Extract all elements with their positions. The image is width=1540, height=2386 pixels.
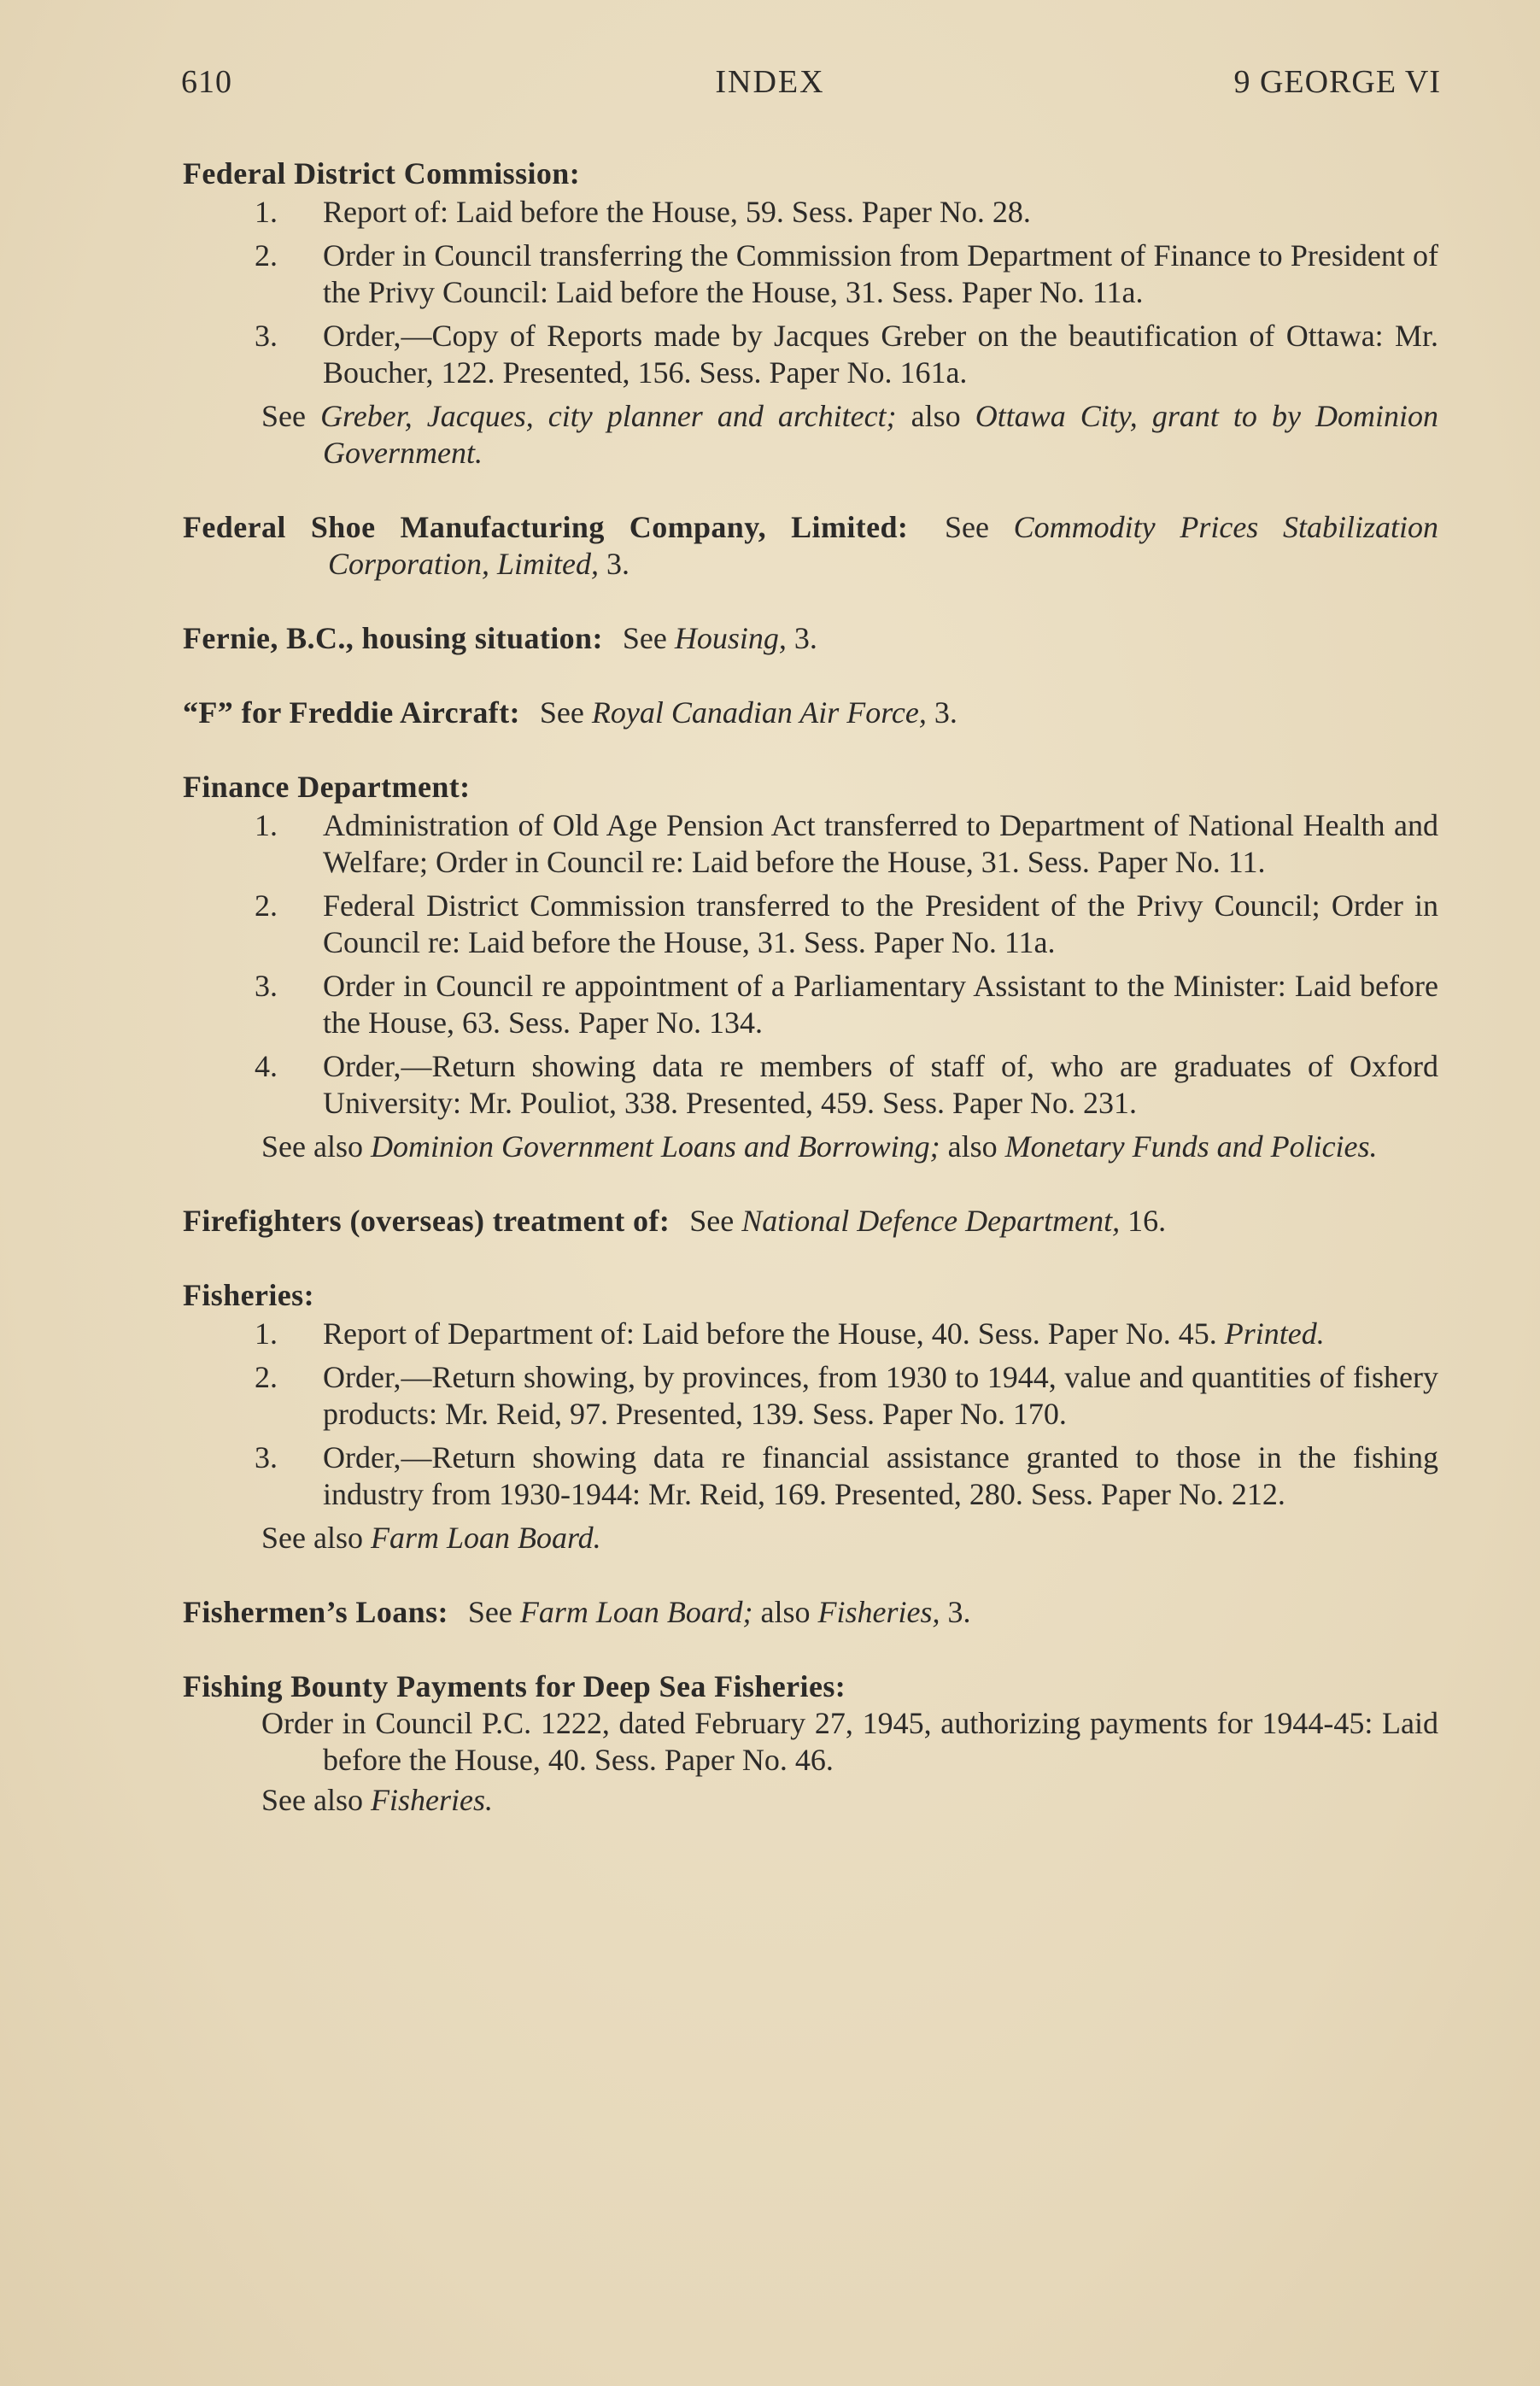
index-entry: Firefighters (overseas) treatment of: See National Defence Department, 16. (183, 1204, 1167, 1238)
entry-term: Federal Shoe Manufacturing Company, Limited: (183, 510, 909, 544)
index-entry: Fishermen’s Loans: See Farm Loan Board; also Fisheries, 3. (183, 1595, 971, 1629)
list-item: 1. Administration of Old Age Pension Act transferred to Department of National Health and Welfare; Order in Council re: Laid before the House, 31. Sess. Paper No. 11. (255, 808, 1438, 879)
entry-term: Finance Department: (183, 770, 471, 804)
page-number: 610 (181, 64, 232, 100)
index-entry (183, 155, 1438, 472)
index-entry: Fernie, B.C., housing situation: See Housing, 3. (183, 621, 817, 655)
cross-reference: See also Fisheries. (261, 1783, 493, 1817)
list-item: 1. Report of Department of: Laid before the House, 40. Sess. Paper No. 45. Printed. (255, 1316, 1325, 1351)
entry-note: Order in Council P.C. 1222, dated February 27, 1945, authorizing payments for 1944-45: Laid before the House, 40. Sess. Paper No. 46. (261, 1706, 1438, 1777)
entry-term: Fisheries: (183, 1278, 314, 1312)
entry-term: Fernie, B.C., housing situation: (183, 621, 603, 655)
entry-term: Federal District Commission: (183, 156, 581, 191)
list-item: 2. Order in Council transferring the Commission from Department of Finance to President of the Privy Council: Laid before the House, 31. Sess. Paper No. 11a. (255, 238, 1438, 309)
cross-reference: See also Dominion Government Loans and Borrowing; also Monetary Funds and Policies. (261, 1129, 1378, 1164)
list-item: 3. Order,—Return showing data re financial assistance granted to those in the fishing industry from 1930-1944: Mr. Reid, 169. Presented, 280. Sess. Paper No. 212. (255, 1440, 1438, 1511)
entry-term: Fishing Bounty Payments for Deep Sea Fisheries: (183, 1669, 846, 1703)
index-content (183, 155, 1438, 1856)
cross-reference: See Greber, Jacques, city planner and architect; also Ottawa City, grant to by Dominion Government. (261, 399, 1439, 470)
entry-term: Fishermen’s Loans: (183, 1595, 448, 1629)
entry-term: Firefighters (overseas) treatment of: (183, 1204, 670, 1238)
cross-reference: See also Farm Loan Board. (261, 1521, 601, 1555)
index-entry (183, 1277, 1438, 1556)
list-item: 3. Order in Council re appointment of a Parliamentary Assistant to the Minister: Laid before the House, 63. Sess. Paper No. 134. (255, 969, 1438, 1040)
list-item: 4. Order,—Return showing data re members of staff of, who are graduates of Oxford University: Mr. Pouliot, 338. Presented, 459. Sess. Paper No. 231. (255, 1049, 1438, 1120)
entry-term: “F” for Freddie Aircraft: (183, 695, 520, 730)
index-entry: Federal Shoe Manufacturing Company, Limited: See Commodity Prices Stabilization Corporation, Limited, 3. (183, 510, 1439, 581)
list-item: 2. Order,—Return showing, by provinces, from 1930 to 1944, value and quantities of fishery products: Mr. Reid, 97. Presented, 139. Sess. Paper No. 170. (255, 1360, 1438, 1431)
volume-label: 9 GEORGE VI (1233, 64, 1441, 100)
list-item: 3. Order,—Copy of Reports made by Jacques Greber on the beautification of Ottawa: Mr. Boucher, 122. Presented, 156. Sess. Paper No. 161a. (255, 319, 1438, 390)
list-item: 2. Federal District Commission transferred to the President of the Privy Council; Order in Council re: Laid before the House, 31. Sess. Paper No. 11a. (255, 888, 1438, 959)
index-entry (183, 769, 1438, 1165)
page-title: INDEX (715, 64, 825, 100)
index-entry (183, 1668, 1438, 1819)
index-entry: “F” for Freddie Aircraft: See Royal Canadian Air Force, 3. (183, 695, 957, 730)
list-item: 1. Report of: Laid before the House, 59. Sess. Paper No. 28. (255, 195, 1031, 229)
page-header (0, 63, 1540, 108)
